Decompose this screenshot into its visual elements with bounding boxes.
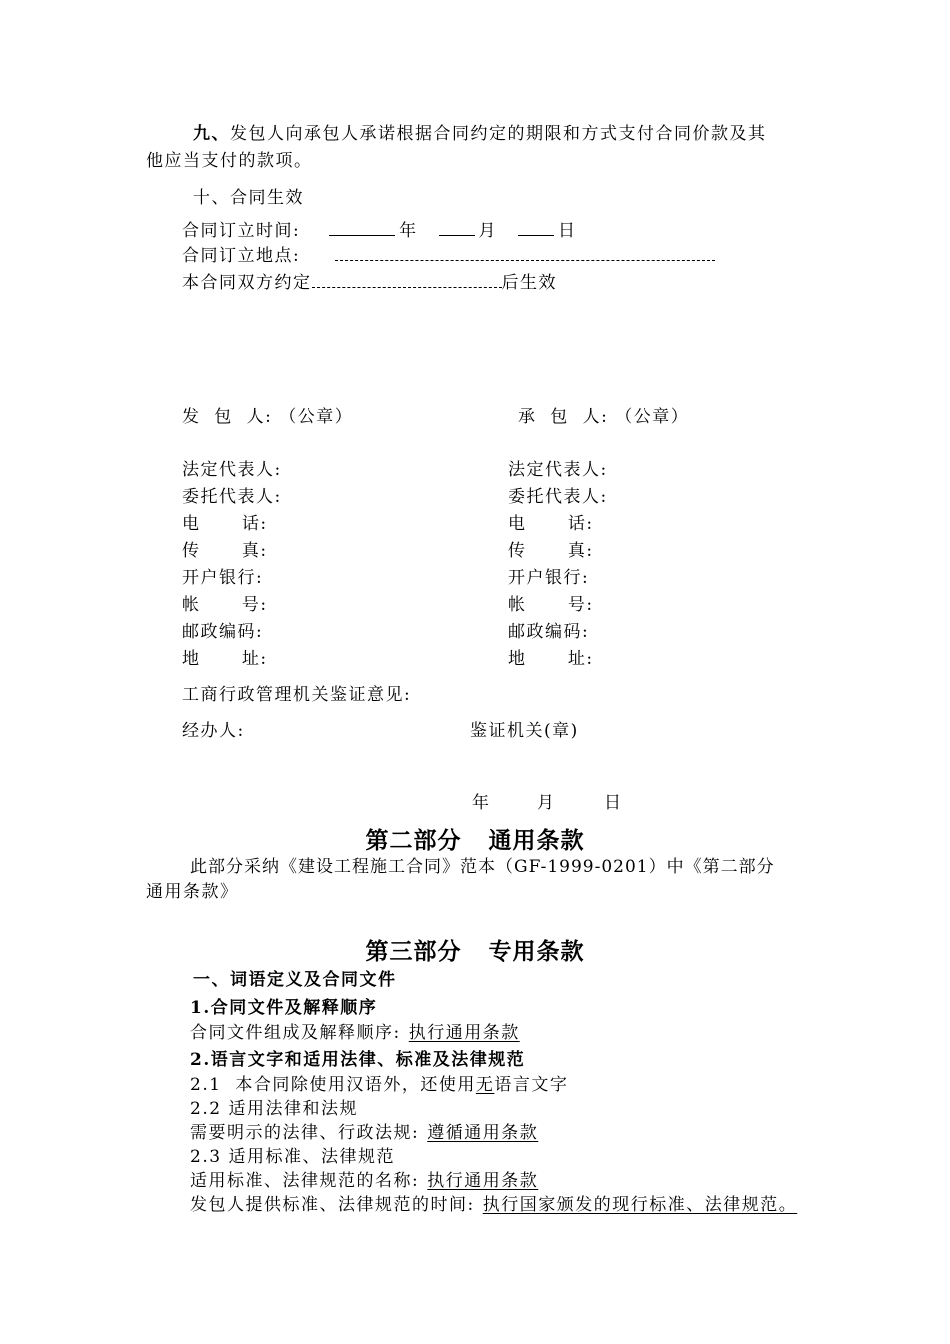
clause-9-number: 九、: [193, 124, 230, 144]
month-blank[interactable]: [439, 219, 475, 236]
year-label: 年: [399, 221, 418, 241]
agency-label: 鉴证机关(章): [470, 721, 579, 741]
contractor-account: 帐 号:: [508, 595, 594, 615]
sign-time-label: 合同订立时间:: [182, 221, 301, 241]
part-2-heading: 第二部分 通用条款: [365, 828, 585, 854]
language-suffix: 语言文字: [494, 1075, 569, 1095]
subsection-2-title: 2.语言文字和适用法律、标准及法律规范: [190, 1050, 526, 1070]
employer-title: 发 包 人: （公章）: [182, 407, 354, 427]
contract-docs-value: 执行通用条款: [408, 1023, 520, 1043]
sign-place-blank[interactable]: [335, 248, 715, 261]
auth-date-year: 年: [472, 793, 491, 813]
clause-9-line2: 他应当支付的款项。: [146, 151, 313, 171]
clause-9-line1: [193, 124, 767, 144]
laws-row: [190, 1123, 538, 1143]
part-3-heading: 第三部分 专用条款: [365, 939, 585, 965]
year-blank[interactable]: [329, 219, 395, 236]
employer-fax: 传 真:: [182, 541, 268, 561]
effective-row: [182, 273, 557, 293]
standards-name-value: 执行通用条款: [427, 1171, 539, 1191]
subsection-2-3-title: 2.3 适用标准、法律规范: [190, 1147, 395, 1167]
employer-legal-rep: 法定代表人:: [182, 460, 282, 480]
employer-phone: 电 话:: [182, 514, 268, 534]
handler-label: 经办人:: [182, 721, 245, 741]
day-blank[interactable]: [518, 219, 554, 236]
effective-suffix: 后生效: [501, 273, 557, 293]
language-row: [190, 1075, 568, 1095]
sign-time-row: [182, 219, 576, 241]
part-2-para-line1: 此部分采纳《建设工程施工合同》范本（GF-1999-0201）中《第二部分: [190, 857, 775, 877]
employer-bank: 开户银行:: [182, 568, 264, 588]
sign-place-label: 合同订立地点:: [182, 246, 301, 266]
language-value: 无: [475, 1075, 495, 1095]
standards-name-row: [190, 1171, 538, 1191]
day-label: 日: [557, 221, 577, 241]
auth-date-month: 月: [537, 793, 556, 813]
contractor-address: 地 址:: [508, 649, 594, 669]
language-prefix: 2.1 本合同除使用汉语外，还使用: [190, 1075, 476, 1095]
effective-blank[interactable]: [312, 275, 502, 288]
sign-place-row: [182, 246, 715, 266]
standards-time-value: 执行国家颁发的现行标准、法律规范。: [482, 1195, 798, 1215]
employer-account: 帐 号:: [182, 595, 268, 615]
subsection-1-title: 1.合同文件及解释顺序: [190, 998, 378, 1018]
employer-address: 地 址:: [182, 649, 268, 669]
contractor-fax: 传 真:: [508, 541, 594, 561]
contractor-legal-rep: 法定代表人:: [508, 460, 608, 480]
standards-name-label: 适用标准、法律规范的名称:: [190, 1171, 420, 1191]
part-2-para-line2: 通用条款》: [146, 882, 239, 902]
contractor-bank: 开户银行:: [508, 568, 590, 588]
authentication-opinion-label: 工商行政管理机关鉴证意见:: [182, 685, 412, 705]
contractor-agent: 委托代表人:: [508, 487, 608, 507]
contractor-title: 承 包 人: （公章）: [518, 407, 690, 427]
effective-prefix: 本合同双方约定: [182, 273, 312, 293]
laws-label: 需要明示的法律、行政法规:: [190, 1123, 420, 1143]
contractor-phone: 电 话:: [508, 514, 594, 534]
employer-postcode: 邮政编码:: [182, 622, 264, 642]
section-1-title: 一、词语定义及合同文件: [193, 970, 397, 990]
clause-10-title: 十、合同生效: [193, 188, 304, 208]
laws-value: 遵循通用条款: [427, 1123, 539, 1143]
employer-agent: 委托代表人:: [182, 487, 282, 507]
contractor-postcode: 邮政编码:: [508, 622, 590, 642]
auth-date-day: 日: [604, 793, 623, 813]
contract-docs-row: [190, 1023, 520, 1043]
clause-9-text: 发包人向承包人承诺根据合同约定的期限和方式支付合同价款及其: [230, 124, 767, 144]
standards-time-label: 发包人提供标准、法律规范的时间:: [190, 1195, 475, 1215]
standards-time-row: [190, 1195, 797, 1215]
contract-docs-label: 合同文件组成及解释顺序:: [190, 1023, 401, 1043]
subsection-2-2-title: 2.2 适用法律和法规: [190, 1099, 358, 1119]
month-label: 月: [478, 221, 498, 241]
